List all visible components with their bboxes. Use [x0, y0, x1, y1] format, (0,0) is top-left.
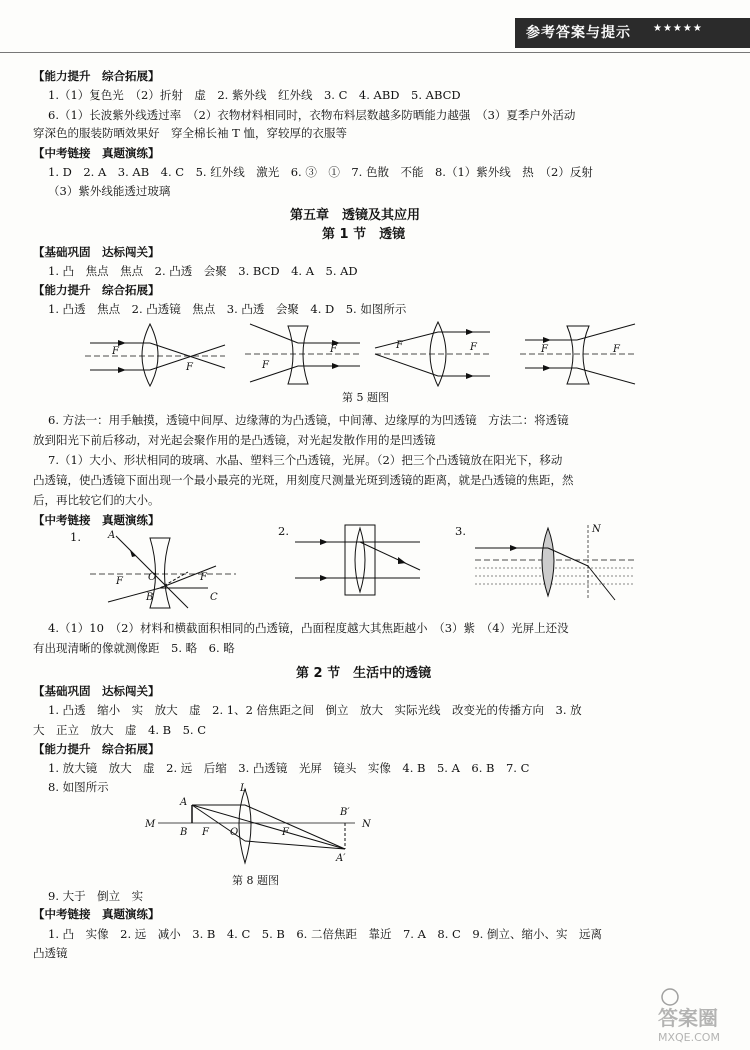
section-heading: 【中考链接 真题演练】: [33, 146, 160, 160]
axis-label: M: [145, 819, 156, 830]
figure-number: 1.: [70, 530, 81, 544]
section-heading: 【中考链接 真题演练】: [33, 513, 160, 527]
origin-label: O: [230, 827, 239, 838]
section-title: 第 1 节 透镜: [322, 227, 406, 242]
focus-label: F: [541, 344, 548, 355]
answer-line: 1. D 2. A 3. AB 4. C 5. 红外线 激光 6. ③ ① 7. 色散 不能 8.（1）紫外线 热 （2）反射: [48, 165, 593, 179]
answer-line: 8. 如图所示: [48, 780, 109, 794]
fig5-concave-2: [515, 318, 640, 391]
header-stars: ★★★★★: [653, 23, 703, 34]
section-heading: 【能力提升 综合拓展】: [33, 283, 160, 297]
figure-number: 3.: [455, 524, 466, 538]
answer-line: 4.（1）10 （2）材料和横截面积相同的凸透镜，凸面程度越大其焦距越小 （3）紫 （4）光屏上还没: [48, 621, 569, 635]
answer-line: 9. 大于 倒立 实: [48, 889, 144, 903]
focus-label: F: [262, 360, 269, 371]
section-heading: 【中考链接 真题演练】: [33, 907, 160, 921]
point-label: B: [180, 827, 188, 838]
point-label: B: [146, 592, 154, 603]
normal-label: N: [592, 524, 601, 535]
zk-fig3-lens-water: [470, 520, 640, 608]
section-heading: 【能力提升 综合拓展】: [33, 742, 160, 756]
lens-label: L: [240, 783, 247, 794]
answer-line: 1. 放大镜 放大 虚 2. 远 后缩 3. 凸透镜 光屏 镜头 实像 4. B 5. A 6. B 7. C: [48, 761, 530, 775]
focus-label: F: [282, 827, 289, 838]
point-label: A′: [336, 853, 346, 864]
origin-label: O: [148, 572, 157, 583]
section-heading: 【基础巩固 达标闯关】: [33, 245, 160, 259]
answer-line: 6.（1）长波紫外线透过率 （2）衣物材料相同时，衣物布料层数越多防晒能力越强 （3）夏季户外活动: [48, 108, 576, 122]
focus-label: F: [186, 362, 193, 373]
focus-label: F: [613, 344, 620, 355]
zk-fig1-concave-lens: [88, 526, 238, 614]
answer-line: 放到阳光下前后移动，对光起会聚作用的是凸透镜，对光起发散作用的是凹透镜: [33, 433, 436, 447]
answer-line: 1.（1）复色光 （2）折射 虚 2. 紫外线 红外线 3. C 4. ABD 5. ABCD: [48, 88, 461, 102]
section-title: 第 2 节 生活中的透镜: [296, 666, 432, 681]
focus-label: F: [116, 576, 123, 587]
focus-label: F: [200, 572, 207, 583]
fig5-concave-1: [240, 318, 365, 391]
figure-caption: 第 5 题图: [342, 391, 389, 404]
answer-line: 1. 凸透 焦点 2. 凸透镜 焦点 3. 凸透 会聚 4. D 5. 如图所示: [48, 302, 407, 316]
focus-label: F: [396, 340, 403, 351]
point-label: B′: [340, 807, 350, 818]
answer-line: 7.（1）大小、形状相同的玻璃、水晶、塑料三个凸透镜，光屏。（2）把三个凸透镜放在阳光下，移动: [48, 453, 563, 467]
answer-line: 1. 凸透 缩小 实 放大 虚 2. 1、2 倍焦距之间 倒立 放大 实际光线 改变光的传播方向 3. 放: [48, 703, 582, 717]
answer-line: 1. 凸 焦点 焦点 2. 凸透 会聚 3. BCD 4. A 5. AD: [48, 264, 358, 278]
answer-line: 6. 方法一：用手触摸，透镜中间厚、边缘薄的为凸透镜，中间薄、边缘厚的为凹透镜 方法二：将透镜: [48, 413, 569, 427]
answer-line: （3）紫外线能透过玻璃: [48, 184, 171, 198]
answer-line: 大 正立 放大 虚 4. B 5. C: [33, 723, 207, 737]
point-label: C: [210, 592, 218, 603]
watermark-url: MXQE.COM: [658, 1031, 720, 1044]
focus-label: F: [470, 342, 477, 353]
answer-line: 穿深色的服装防晒效果好 穿全棉长袖 T 恤，穿较厚的衣服等: [33, 126, 347, 140]
watermark-text: 答案圈: [658, 1006, 718, 1030]
figure-caption: 第 8 题图: [232, 874, 279, 887]
fig5-convex-2: [370, 318, 495, 391]
header-divider: [0, 52, 750, 53]
answer-line: 有出现清晰的像就测像距 5. 略 6. 略: [33, 641, 235, 655]
answer-line: 1. 凸 实像 2. 远 减小 3. B 4. C 5. B 6. 二倍焦距 靠近 7. A 8. C 9. 倒立、缩小、实 远离: [48, 927, 602, 941]
section-heading: 【基础巩固 达标闯关】: [33, 684, 160, 698]
answer-line: 后，再比较它们的大小。: [33, 493, 160, 507]
figure-number: 2.: [278, 524, 289, 538]
focus-label: F: [330, 344, 337, 355]
watermark-logo: [650, 985, 745, 1045]
answer-line: 凸透镜，使凸透镜下面出现一个最小最亮的光斑，用刻度尺测量光斑到透镜的距离，就是凸透镜的焦距，然: [33, 473, 574, 487]
section-heading: 【能力提升 综合拓展】: [33, 69, 160, 83]
point-label: A: [180, 797, 188, 808]
chapter-title: 第五章 透镜及其应用: [290, 208, 421, 223]
fig5-convex-1: [80, 318, 230, 391]
axis-label: N: [362, 819, 371, 830]
header-title: 参考答案与提示: [526, 25, 631, 41]
zk-fig2-lens-in-box: [290, 520, 425, 608]
focus-label: F: [202, 827, 209, 838]
fig8-image-formation: [140, 783, 380, 871]
focus-label: F: [112, 346, 119, 357]
point-label: A: [108, 530, 116, 541]
answer-line: 凸透镜: [33, 946, 68, 960]
